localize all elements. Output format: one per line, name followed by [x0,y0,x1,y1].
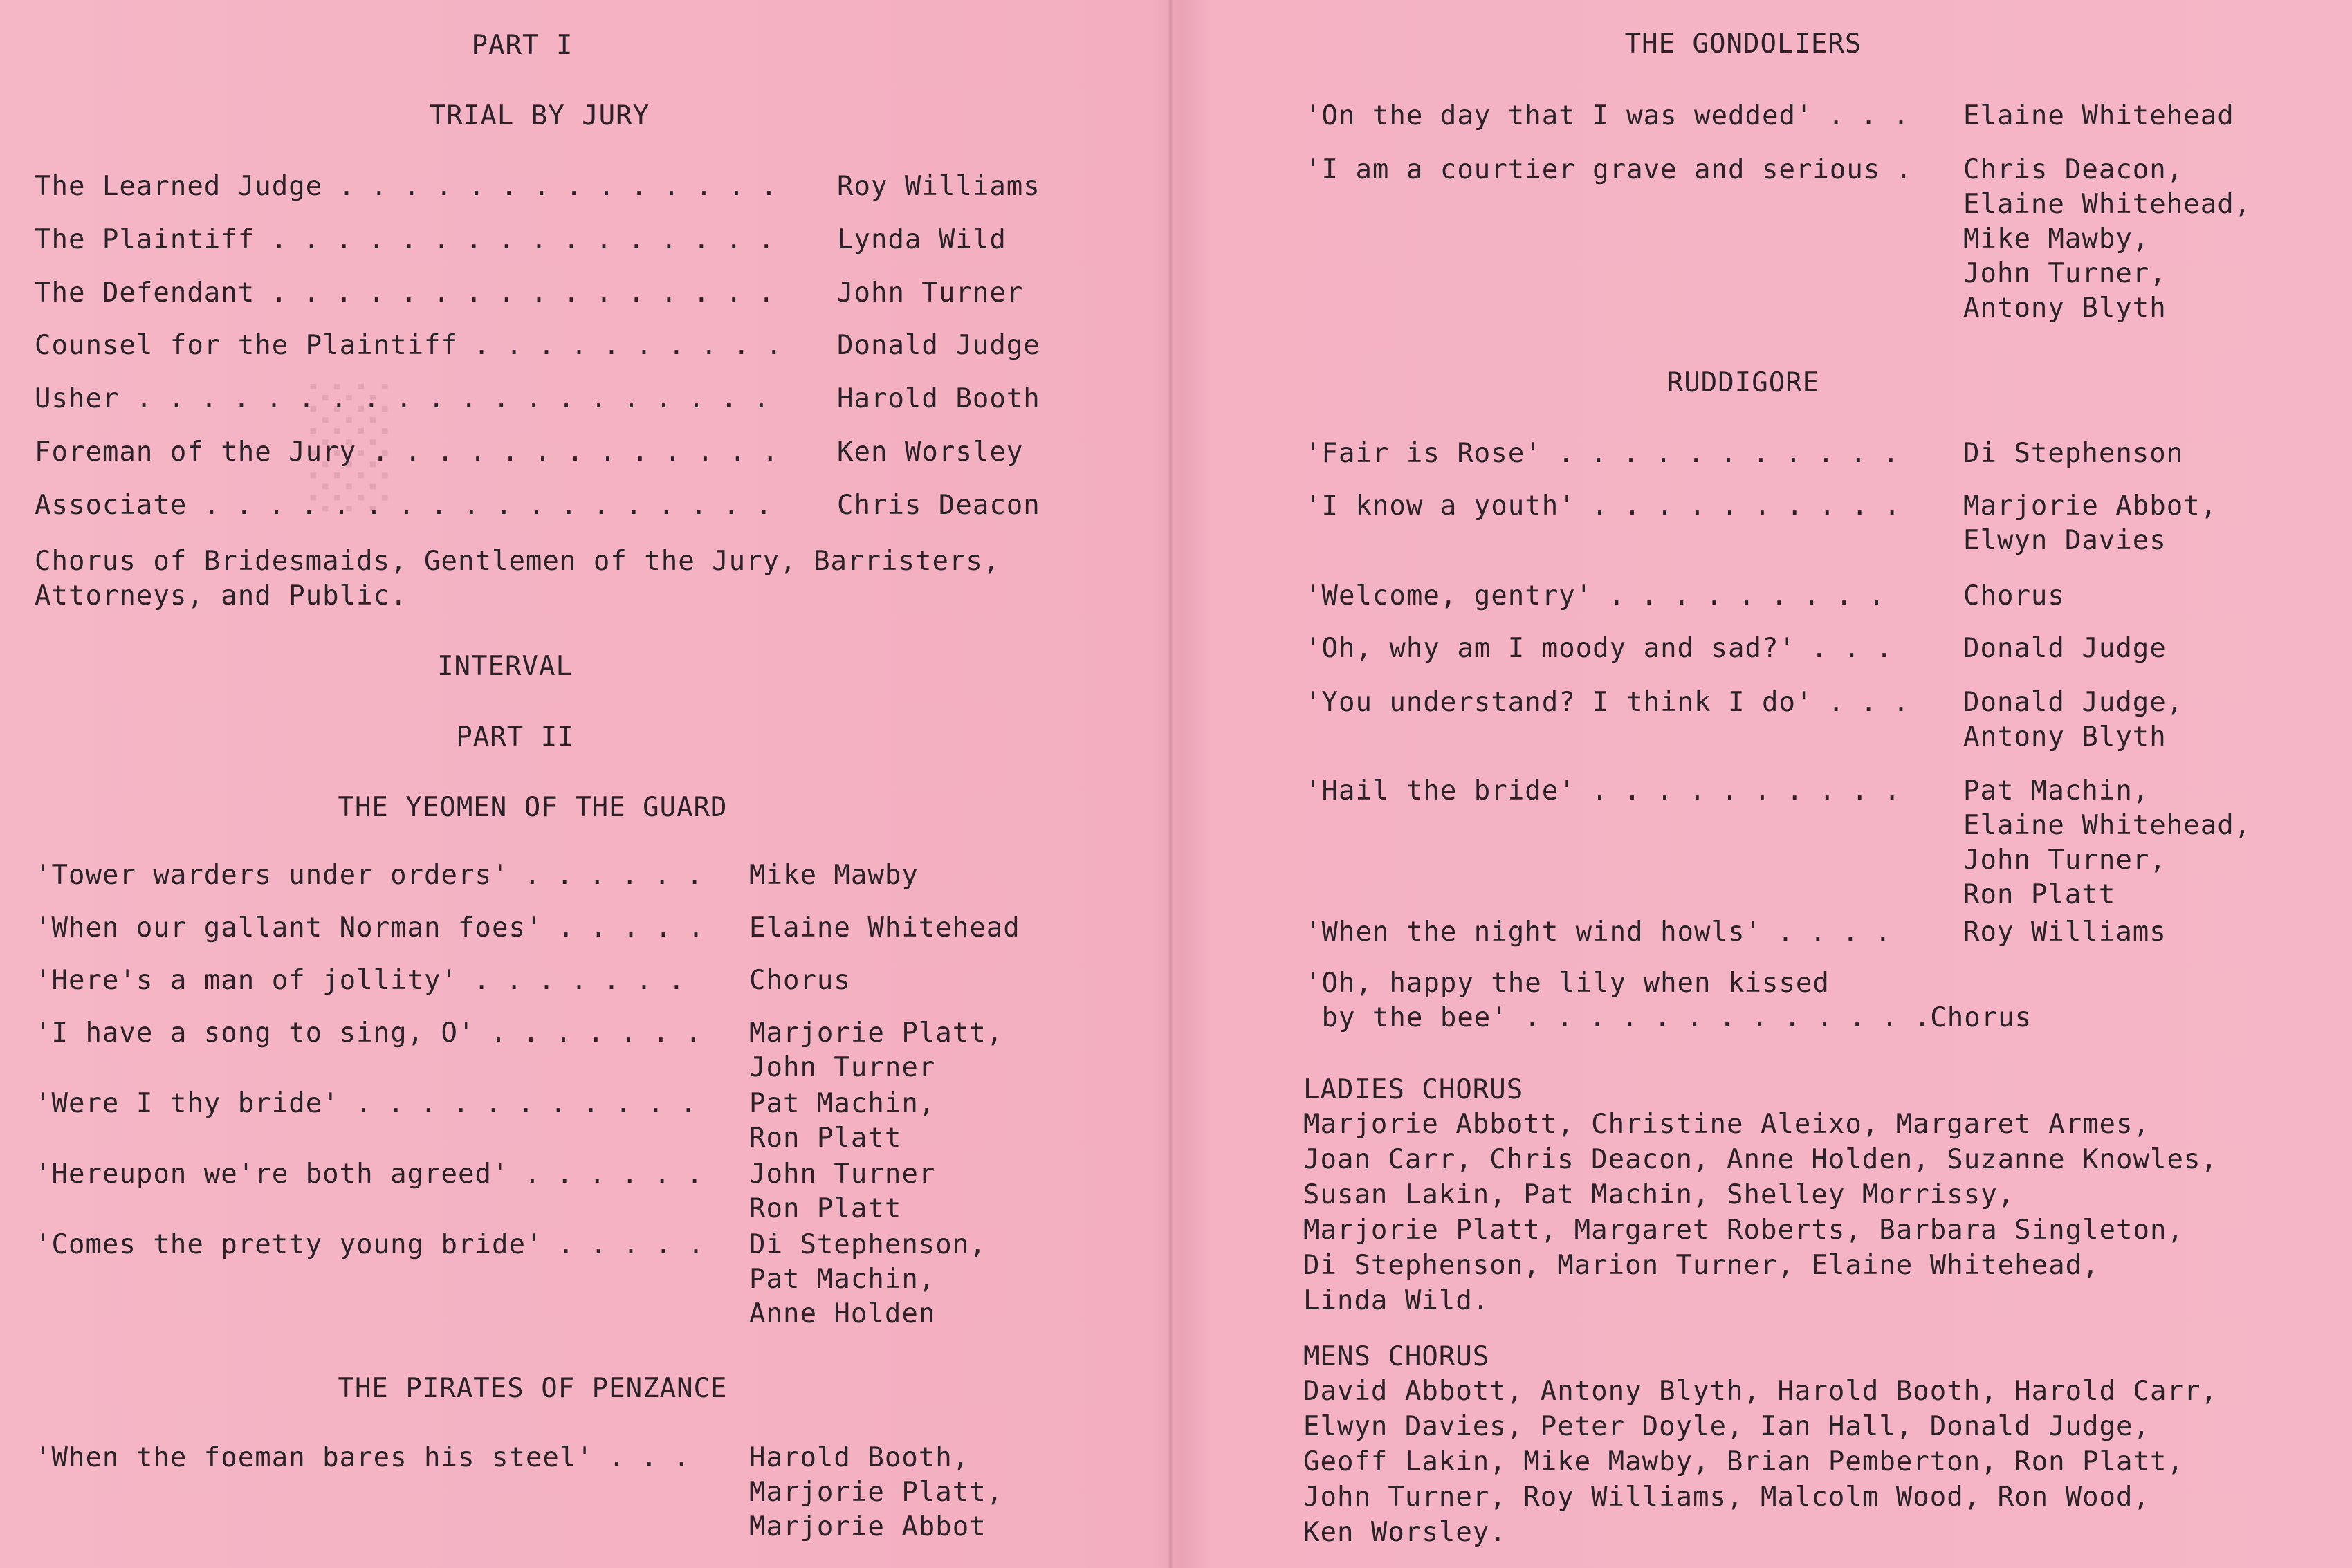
chorus-names-line: David Abbott, Antony Blyth, Harold Booth, Harold Carr, [1303,1376,2218,1407]
dot-leader: . . . . . . . . . [1608,580,1885,611]
song-title: 'On the day that I was wedded' [1305,100,1813,131]
performer: John Turner [749,1052,936,1083]
lily-performer: Chorus [1930,1002,2032,1033]
dot-leader: . . . [608,1442,690,1473]
chorus-names-line: John Turner, Roy Williams, Malcolm Wood, Ron Wood, [1303,1482,2150,1513]
pirates-heading: THE PIRATES OF PENZANCE [338,1373,728,1404]
dot-leader: . . . . . . . . . . [1591,775,1900,806]
performer: Elaine Whitehead [749,912,1020,943]
performer: John Turner, [1963,258,2167,289]
chorus-names-line: Linda Wild. [1303,1285,1490,1316]
performer: Ron Platt [749,1193,902,1224]
cast-actor: Donald Judge [837,330,1040,361]
dot-leader: . [1895,154,1912,185]
dot-leader: . . . . . . . . . . [473,330,782,361]
performer: Ron Platt [749,1123,902,1154]
cast-actor: Chris Deacon [837,490,1040,521]
performer: John Turner, [1963,845,2167,876]
ladies-chorus-heading: LADIES CHORUS [1303,1074,1524,1105]
cast-role: The Defendant [35,277,255,308]
performer: Roy Williams [1963,916,2167,948]
dot-leader: . . . . [1777,916,1891,948]
mens-chorus-heading: MENS CHORUS [1303,1341,1490,1372]
song-title: 'I have a song to sing, O' [35,1017,475,1049]
performer: Chris Deacon, [1963,154,2184,185]
cast-role: The Learned Judge [35,171,323,202]
cast-role: Foreman of the Jury [35,436,357,468]
song-title: 'Here's a man of jollity' [35,965,458,996]
performer: Pat Machin, [749,1088,936,1119]
performer: John Turner [749,1159,936,1190]
cast-role: Associate [35,490,187,521]
chorus-names-line: Di Stephenson, Marion Turner, Elaine Whitehead, [1303,1250,2100,1281]
performer: Marjorie Abbot [749,1511,986,1542]
performer: Chorus [1963,580,2065,611]
performer: Elwyn Davies [1963,525,2167,556]
chorus-line-2: Attorneys, and Public. [35,580,407,611]
song-title: 'Oh, why am I moody and sad?' [1305,633,1796,664]
performer: Donald Judge [1963,633,2167,664]
chorus-names-line: Susan Lakin, Pat Machin, Shelley Morrissy, [1303,1179,2015,1210]
cast-actor: John Turner [837,277,1024,308]
song-title: 'When the foeman bares his steel' [35,1442,594,1473]
song-title: 'Hereupon we're both agreed' [35,1159,509,1190]
centre-fold [1168,0,1173,1568]
song-title: 'When the night wind howls' [1305,916,1762,948]
cast-actor: Ken Worsley [837,436,1024,468]
dot-leader: . . . . . . [524,860,703,891]
cast-actor: Lynda Wild [837,224,1007,255]
dot-leader: . . . . . . . . . . [1591,490,1900,522]
performer: Pat Machin, [749,1264,936,1295]
dot-leader: . . . . . . . . . . . . . . . . [270,277,775,308]
performer: Harold Booth, [749,1442,970,1473]
dot-leader: . . . [1828,687,1909,718]
dot-leader: . . . . . . . . . . . . . . . . [270,224,775,255]
song-title: 'You understand? I think I do' [1305,687,1813,718]
song-title: 'Were I thy bride' [35,1088,340,1119]
chorus-names-line: Marjorie Platt, Margaret Roberts, Barbara Singleton, [1303,1215,2184,1246]
performer: Marjorie Platt, [749,1017,1004,1049]
performer: Elaine Whitehead, [1963,189,2252,220]
dot-leader: . . . . . . . . . . . [355,1088,697,1119]
lily-song-line-2: by the bee' . . . . . . . . . . . . .Chorus [1321,1002,2032,1033]
dot-leader: . . . . . . . [490,1017,702,1049]
dot-leader: . . . . . . . . . . . . . . [338,171,778,202]
dot-leader: . . . . . . . . . . . [1558,438,1900,469]
song-title: 'I am a courtier grave and serious [1305,154,1881,185]
song-title: 'When our gallant Norman foes' [35,912,543,943]
trial-by-jury-heading: TRIAL BY JURY [429,100,650,131]
cast-role: Counsel for the Plaintiff [35,330,458,361]
performer: Elaine Whitehead [1963,100,2234,131]
performer: Antony Blyth [1963,293,2167,324]
chorus-names-line: Ken Worsley. [1303,1517,1507,1548]
show-through-text: ░ [304,376,396,507]
performer: Mike Mawby [749,860,919,891]
gondoliers-heading: THE GONDOLIERS [1624,28,1862,59]
dot-leader: . . . . . [558,1229,704,1260]
performer: Chorus [749,965,851,996]
performer: Anne Holden [749,1298,936,1329]
performer: Di Stephenson, [749,1229,986,1260]
lily-song-line-1: 'Oh, happy the lily when kissed [1305,968,1830,999]
performer: Mike Mawby, [1963,223,2150,255]
dot-leader: . . . . . [558,912,704,943]
interval-heading: INTERVAL [437,651,573,682]
song-title: 'Comes the pretty young bride' [35,1229,543,1260]
song-title: 'Hail the bride' [1305,775,1576,806]
performer: Pat Machin, [1963,775,2150,806]
dot-leader: . . . . . . . [473,965,685,996]
chorus-names-line: Elwyn Davies, Peter Doyle, Ian Hall, Donald Judge, [1303,1411,2150,1442]
cast-actor: Roy Williams [837,171,1040,202]
performer: Antony Blyth [1963,721,2167,753]
cast-actor: Harold Booth [837,383,1040,414]
performer: Donald Judge, [1963,687,2184,718]
ruddigore-heading: RUDDIGORE [1666,367,1820,398]
chorus-names-line: Joan Carr, Chris Deacon, Anne Holden, Suzanne Knowles, [1303,1144,2218,1175]
dot-leader: . . . . . . . . . . . . . . . . . . . . [136,383,770,414]
part-two-heading: PART II [456,721,575,753]
song-title: 'I know a youth' [1305,490,1576,522]
cast-role: The Plaintiff [35,224,255,255]
dot-leader: . . . [1811,633,1893,664]
yeomen-heading: THE YEOMEN OF THE GUARD [338,792,728,823]
performer: Elaine Whitehead, [1963,810,2252,841]
chorus-names-line: Geoff Lakin, Mike Mawby, Brian Pemberton, Ron Platt, [1303,1446,2184,1477]
dot-leader: . . . . . . [524,1159,703,1190]
performer: Di Stephenson [1963,438,2184,469]
part-one-heading: PART I [471,30,573,61]
dot-leader: . . . . . . . . . . . . . . . . . . [203,490,772,521]
song-title: 'Fair is Rose' [1305,438,1542,469]
performer: Marjorie Abbot, [1963,490,2218,522]
song-title: 'Tower warders under orders' [35,860,509,891]
dot-leader: . . . [1828,100,1909,131]
chorus-line-1: Chorus of Bridesmaids, Gentlemen of the Jury, Barristers, [35,546,1000,577]
song-title: 'Welcome, gentry' [1305,580,1593,611]
cast-role: Usher [35,383,120,414]
performer: Ron Platt [1963,879,2116,910]
performer: Marjorie Platt, [749,1477,1004,1508]
chorus-names-line: Marjorie Abbott, Christine Aleixo, Margaret Armes, [1303,1109,2150,1140]
dot-leader: . . . . . . . . . . . . . [372,436,778,468]
